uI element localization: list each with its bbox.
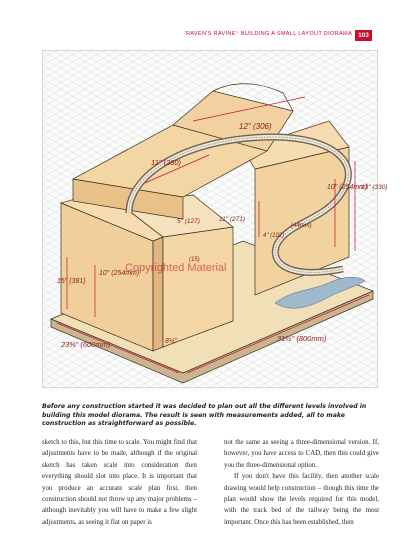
- label-bottom-right: 31½" (800mm): [277, 334, 327, 343]
- label-bottom-mid: 8¼": [165, 338, 178, 345]
- left-block-side: [153, 237, 163, 351]
- label-left-height-1: 15" (381): [57, 278, 86, 285]
- label-inner-depth: 11" (271): [219, 216, 246, 223]
- figure-caption: Before any construction started it was decided to plan out all the different levels involved in building this model diorama. The result is seen with measurements added, all to make construction as straightforward as possible.: [42, 403, 367, 428]
- body-paragraph: If you don't have this facility, then another scale drawing would help construction – though this time the plan would show the levels required for this model, with the track bed of the railway being the most important. Once this has been established, then: [224, 473, 379, 526]
- running-title: 'RAVEN'S RAVINE': BUILDING A SMALL LAYOUT DIORAMA: [184, 31, 352, 37]
- label-track-width: (44mm): [291, 223, 312, 229]
- copyright-watermark: Copyrighted Material: [125, 262, 227, 274]
- label-right-height-2: 13" (330): [361, 184, 388, 191]
- diorama-plan-illustration: [42, 50, 388, 388]
- label-small-height: 4" (102): [263, 233, 285, 239]
- page-number: 103: [355, 30, 372, 41]
- body-paragraph: not the same as seeing a three-dimensional version. If, however, you have access to CAD, then this could give you the three-dimensional option.: [224, 439, 379, 469]
- label-bottom-left: 23⅝" (600mm): [61, 340, 111, 349]
- body-column-left: [42, 437, 197, 528]
- label-mid-height: 5" (127): [177, 218, 200, 225]
- label-small: (15): [189, 257, 200, 263]
- label-top-length: 12" (306): [239, 122, 272, 131]
- label-right-height: 10" (254mm): [327, 184, 368, 191]
- isometric-sketch: [43, 51, 388, 389]
- page-header: [50, 30, 372, 42]
- label-upper-depth: 11" (280): [151, 158, 182, 167]
- label-left-height-2: 10" (254mm): [99, 270, 140, 277]
- body-column-right: [224, 437, 379, 528]
- body-paragraph: sketch to this, but this time to scale. You might find that adjustments have to be made, although if the original sketch has taken scale into consideration then everything should slot into place. It is important that you produce an accurate scale plan first, then construction should not throw up any major problems – although inevitably you will have to make a few slight adjustments, as seeing it flat on paper is: [42, 439, 197, 526]
